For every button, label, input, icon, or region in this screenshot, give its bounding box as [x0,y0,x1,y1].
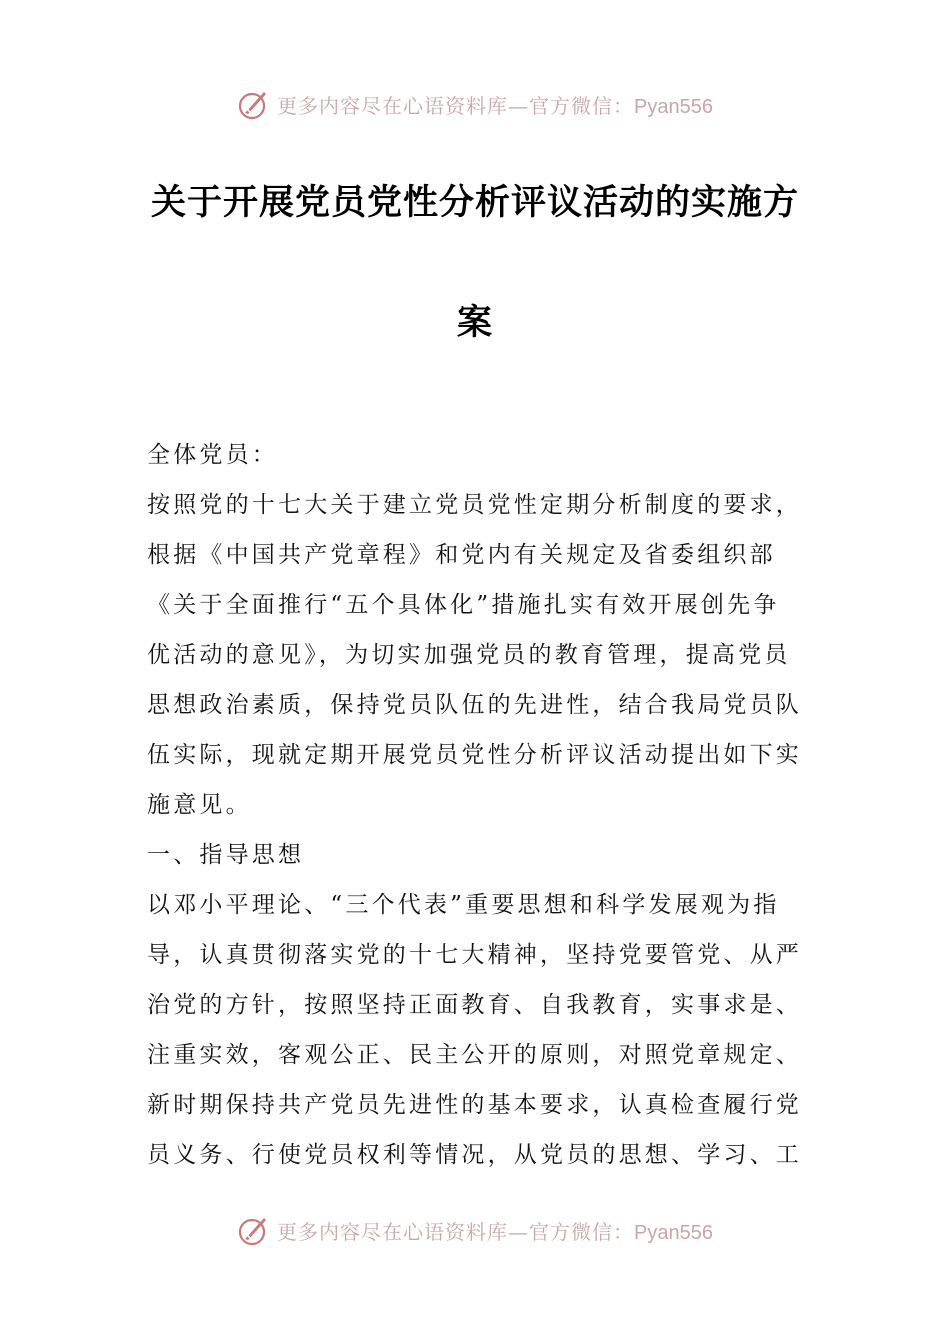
document-title-line-2: 案 [456,303,493,343]
section-1-line-5: 新时期保持共产党员先进性的基本要求，认真检查履行党 [147,1092,802,1118]
watermark-account: Pyan556 [634,1221,713,1244]
watermark-account: Pyan556 [634,95,713,118]
quill-logo-icon [237,87,271,121]
section-1-heading: 一、指导思想 [147,842,305,868]
section-1-line-4: 注重实效，客观公正、民主公开的原则，对照党章规定、 [147,1042,802,1068]
section-1-line-3: 治党的方针，按照坚持正面教育、自我教育，实事求是、 [147,992,802,1018]
intro-line-4: 优活动的意见》，为切实加强党员的教育管理，提高党员 [147,642,791,668]
intro-line-7: 施意见。 [147,792,252,818]
intro-line-2: 根据《中国共产党章程》和党内有关规定及省委组织部 [147,542,776,568]
section-1-line-1: 以邓小平理论、“三个代表”重要思想和科学发展观为指 [147,892,780,918]
document-title-line-1: 关于开展党员党性分析评议活动的实施方 [150,183,799,223]
intro-line-1: 按照党的十七大关于建立党员党性定期分析制度的要求， [147,492,802,518]
salutation: 全体党员： [147,442,278,468]
header-watermark [0,84,950,124]
intro-line-3: 《关于全面推行“五个具体化”措施扎实有效开展创先争 [147,592,780,618]
footer-watermark [0,1210,950,1250]
quill-logo-icon [237,1213,271,1247]
watermark-text: 更多内容尽在心语资料库—官方微信：Pyan556 [277,93,713,118]
intro-line-5: 思想政治素质，保持党员队伍的先进性，结合我局党员队 [147,692,802,718]
intro-line-6: 伍实际，现就定期开展党员党性分析评议活动提出如下实 [147,742,802,768]
watermark-text: 更多内容尽在心语资料库—官方微信：Pyan556 [277,1219,713,1244]
section-1-line-2: 导，认真贯彻落实党的十七大精神，坚持党要管党、从严 [147,942,802,968]
section-1-line-6: 员义务、行使党员权利等情况，从党员的思想、学习、工 [147,1142,802,1168]
document-body [147,430,812,1180]
